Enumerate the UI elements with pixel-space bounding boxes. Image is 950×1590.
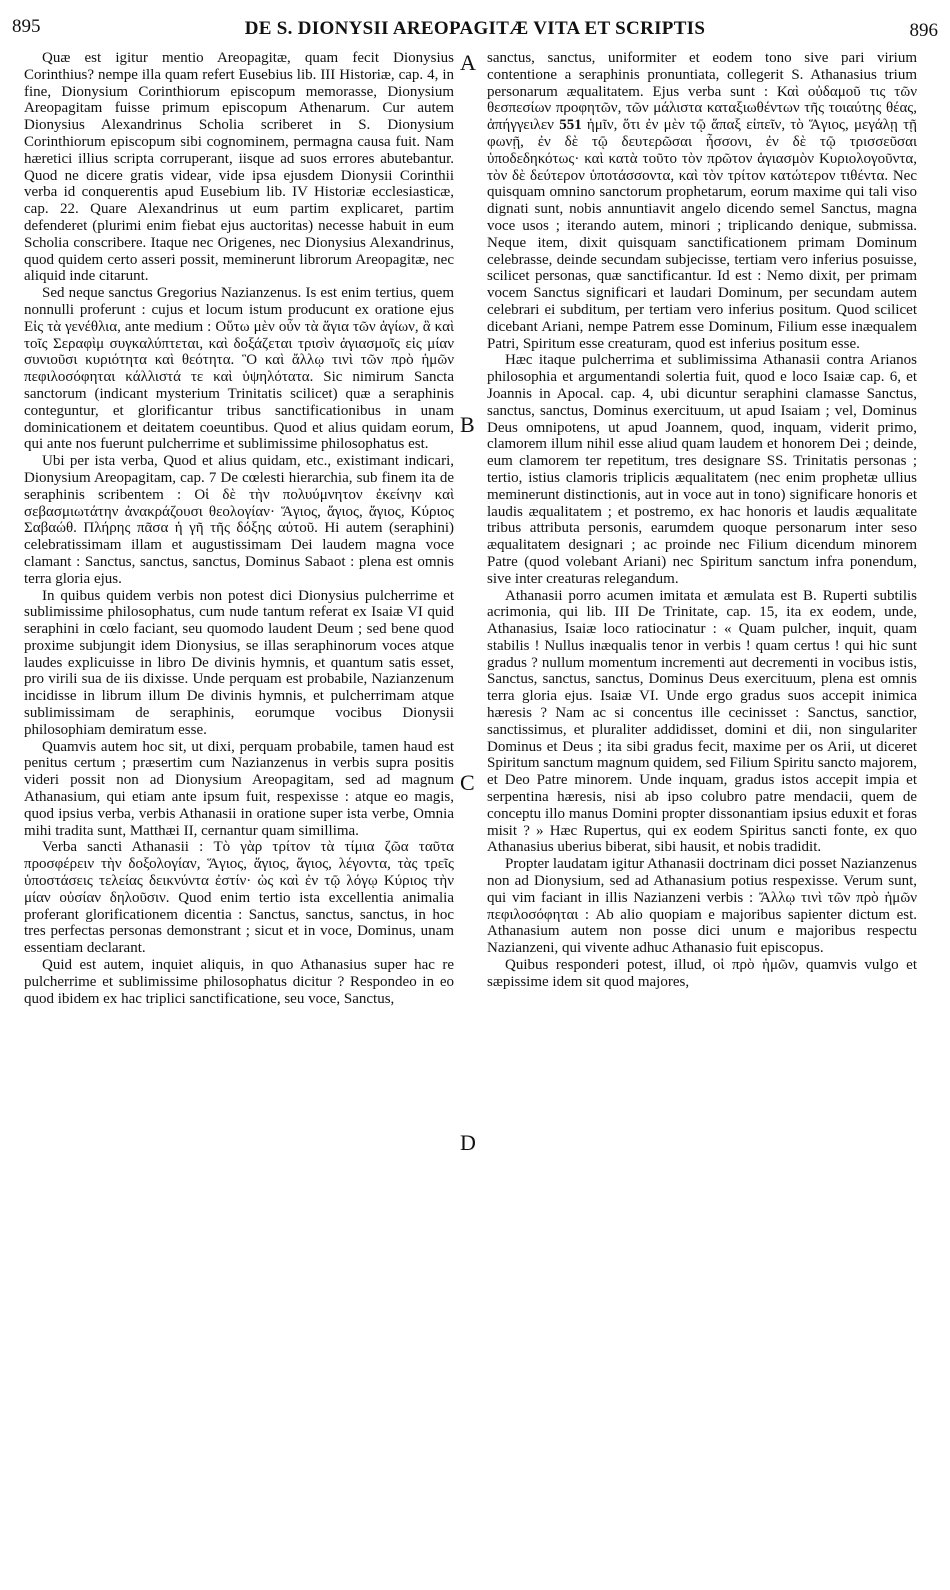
paragraph: Quid est autem, inquiet aliquis, in quo Athanasius super hac re pulcherrime et sublimissime philosophatus dicitur ? Respondeo in eo quod ibidem ex hac triplici sanctificatione, seu voce, Sanctus, <box>24 957 454 1007</box>
paragraph: Propter laudatam igitur Athanasii doctrinam dici posset Nazianzenus non ad Dionysium, sed ad Athanasium potius respexisse. Verum sunt, qui vim faciant in illis Nazianzeni verbis : Ἄλλῳ τινὶ τῶν πρὸ ἡμῶν πεφιλοσόφηται : Ab alio quopiam e majoribus sapienter dictum est. Athanasium autem non posse dici unum e majoribus respectu Nazianzeni, qui vivente adhuc Athanasio fuit episcopus. <box>487 856 917 957</box>
margin-marker-d: D <box>460 1130 476 1155</box>
paragraph: Hæc itaque pulcherrima et sublimissima Athanasii contra Arianos philosophia et argumentandi solertia fuit, quod e loco Isaiæ cap. 6, et Joannis in Apocal. cap. 4, ubi dicuntur seraphini clamasse Sanctus, sanctus, sanctus, Dominus exercituum, ut apud Isaiam ; vel, Dominus Deus omnipotens, ut apud Joannem, quod, inquam, viderit primo, clamorem illum nihil esse aliud quam laudem et honorem Dei ; deinde, eum clamorem ter repetitum, tres designare SS. Trinitatis personas ; tertio, istius clamoris triplicis æqualitatem (nec enim prophetæ ullius meminerunt distinctionis, aut in voce aut in tono) significare honoris et laudis æqualitatem ; et postremo, ex hac honoris et laudis æqualitate tribus attributa personis, earumdem quoque personarum inter seso æqualitatem designari ; ac proinde nec Filium dicendum minorem Patre (quod volebant Ariani) nec Spiritum sanctum infra ponendum, sive inter creaturas relegandum. <box>487 352 917 587</box>
running-title: DE S. DIONYSII AREOPAGITÆ VITA ET SCRIPTIS <box>244 18 706 39</box>
paragraph: Quibus responderi potest, illud, οἱ πρὸ ἡμῶν, quamvis vulgo et sæpissime idem sit quod majores, <box>487 957 917 990</box>
inline-column-number: 551 <box>559 117 582 134</box>
paragraph: sanctus, sanctus, uniformiter et eodem tono sive pari virium contentione a seraphinis pronuntiata, collegerit S. Athanasius trium personarum æqualitatem. Ejus verba sunt : Καὶ οὐδαμοῦ τις τῶν θεσπεσίων προφητῶν, τῶν μάλιστα καταξιωθέντων τῆς τοιαύτης θέας, ἀπήγγειλεν 551 ἡμῖν, ὅτι ἐν μὲν τῷ ἅπαξ εἰπεῖν, τὸ Ἅγιος, μεγάλῃ τῇ φωνῇ, ἐν δὲ τῷ δευτερῶσαι ἧσσονι, ἐν δὲ τῷ τρισσεῦσαι ὑποδεδηκότως· καὶ κατὰ τοῦτο τὸν πρῶτον ἁγιασμὸν Κυριολογοῦντα, τὸν δὲ δεύτερον ὑποτάσσοντα, καὶ τὸν τρίτον κατώτερον τιθέντα. Nec quisquam omnino sanctorum prophetarum, eorum maxime qui tali viso dignati sunt, nobis annuntiavit angelo dicendo semel Sanctus, magna voce usos ; iterando autem, minori ; triplicando denique, submissa. Neque item, dixit quisquam sanctificationem primam Dominum celebrasse, deinde secundam subjecisse, tertiam vero inferius posuisse, scilicet personas, quæ sanctificantur. Id est : Nemo dixit, per primam vocem Sanctus significari et laudari Dominum, per secundam autem celebrari ei subditum, per tertiam vero inferius positum. Quod scilicet dicebant Ariani, nempe Patrem esse Dominum, Filium esse inæqualem Patri, Spiritum esse creaturam, quod est inferius positum esse. <box>487 50 917 352</box>
page-number-left: 895 <box>12 16 41 37</box>
paragraph: Ubi per ista verba, Quod et alius quidam, etc., existimant indicari, Dionysium Areopagitam, cap. 7 De cœlesti hierarchia, sub finem ita de seraphinis scribentem : Οἱ δὲ τὴν πολυύμνητον ἐκείνην καὶ σεβασμιωτάτην ἀνακράζουσι θεολογίαν· Ἅγιος, ἅγιος, ἅγιος, Κύριος Σαβαώθ. Πλήρης πᾶσα ἡ γῆ τῆς δόξης αὐτοῦ. Hi autem (seraphini) celebratissimam illam et augustissimam Dei laudem magna voce clamant : Sanctus, sanctus, sanctus, Dominus Sabaot : plena est omnis terra gloria ejus. <box>24 453 454 587</box>
left-column <box>24 50 454 1007</box>
running-header <box>12 14 938 44</box>
page-number-right: 896 <box>909 20 938 41</box>
paragraph: Sed neque sanctus Gregorius Nazianzenus. Is est enim tertius, quem nonnulli proferunt : cujus et locum istum producunt ex oratione ejus Εἰς τὰ γενέθλια, ante medium : Οὕτω μὲν οὖν τὰ ἅγια τῶν ἁγίων, ἃ καὶ τοῖς Σεραφὶμ συγκαλύπτεται, καὶ δοξάζεται τρισὶν ἁγιασμοῖς εἰς μίαν συνιοῦσι κυριότητα καὶ θεότητα. Ὃ καὶ ἄλλῳ τινὶ τῶν πρὸ ἡμῶν πεφιλοσόφηται κάλλιστά τε καὶ ὑψηλότατα. Sic nimirum Sancta sanctorum (indicant mysterium Trinitatis scilicet) quæ a seraphinis conteguntur, et glorificantur tribus sanctificationibus in unam dominicationem et deitatem coeuntibus. Quod et alius quidam eorum, qui ante nos fuerunt pulcherrime et sublimissime philosophatus est. <box>24 285 454 453</box>
paragraph: Quamvis autem hoc sit, ut dixi, perquam probabile, tamen haud est penitus certum ; præsertim cum Nazianzenus in verbis supra positis videri possit non ad Dionysium Areopagitam, sed ad magnum Athanasium, qui etiam ante ipsum fuit, respexisse : atque eo magis, quod ipsius verba, verbis Athanasii in oratione super ista verbe, Omnia mihi tradita sunt, Matthæi II, cernantur quam simillima. <box>24 738 454 839</box>
margin-marker-c: C <box>460 770 475 795</box>
margin-marker-b: B <box>460 412 475 437</box>
margin-marker-a: A <box>460 50 476 75</box>
paragraph: Athanasii porro acumen imitata et æmulata est B. Ruperti subtilis acrimonia, qui lib. III De Trinitate, cap. 15, ita ex eodem, unde, Athanasius, Isaiæ loco ratiocinatur : « Quam pulcher, inquit, quam stabilis ! Nullus inæqualis tenor in verbis ! quam certus ! qui hic sunt gradus ? nullum momentum incrementi aut decrementi in vocibus istis, Sanctus, sanctus, sanctus, Dominus Deus exercituum, plena est omnis terra gloria ejus. Isaiæ VI. Unde ergo gradus suos accepit inimica hæresis ? Nam ac si concentus ille cecinisset : Sanctus, sanctior, sanctissimus, et pluraliter addidisset, domini et dii, non singulariter Dominus et Deus ; ita sibi gradus fecit, maxime per os Arii, ut diceret Spiritum sanctum magnum quidem, sed Filium Spiritu sancto majorem, et Deo Patre minorem. Unde inquam, gradus istos accepit impia et serpentina hæresis, nisi ab ipso colubro patre mendacii, quem de conceptu illo manus Domini propter dissonantiam ipsius eduxit et foras misit ? » Hæc Rupertus, qui ex eodem Spiritus sancti fonte, ex quo Athanasius uberius biberat, sibi hausit, et nobis tradidit. <box>487 587 917 856</box>
paragraph: Verba sancti Athanasii : Τὸ γὰρ τρίτον τὰ τίμια ζῶα ταῦτα προσφέρειν τὴν δοξολογίαν, Ἅγιος, ἅγιος, ἅγιος, λέγοντα, τὰς τρεῖς ὑποστάσεις τελείας δεικνύντα ἐστίν· ὡς καὶ ἐν τῷ λόγῳ Κύριος τὴν μίαν οὐσίαν δηλοῦσιν. Quod enim tertio ista excellentia animalia proferant glorificationem dicentia : Sanctus, sanctus, sanctus, in hoc tres perfectas personas demonstrant ; sicut et in voce, Dominus, unam essentiam declarant. <box>24 839 454 957</box>
right-column <box>487 50 917 991</box>
paragraph: Quæ est igitur mentio Areopagitæ, quam fecit Dionysius Corinthius? nempe illa quam refert Eusebius lib. III Historiæ, cap. 4, in fine, Dionysium Corinthiorum episcopum memorasse, Dionysium Areopagitam fuisse primum episcopum Athenarum. Cur autem Dionysius Alexandrinus Scholia scriberet in S. Dionysium Corinthiorum episcopum sibi cognominem, permagna causa fuit. Nam hæretici illius scripta corruperant, iisque ad suos errores abutebantur. Quod ne dicere gratis videar, vide ipsa ejusdem Dionysii Corinthii verba id conquerentis apud Eusebium lib. IV Historiæ ecclesiasticæ, cap. 22. Quare Alexandrinus ut eum partim explicaret, partim defenderet (plurimi enim fiebat ejus auctoritas) necesse habuit in eum Scholia conscribere. Itaque nec Origenes, nec Dionysius Alexandrinus, quod quidem certo asseri possit, meminerunt librorum Areopagitæ, nec aliquid inde citarunt. <box>24 50 454 285</box>
paragraph: In quibus quidem verbis non potest dici Dionysius pulcherrime et sublimissime philosophatus, cum nude tantum referat ex Isaiæ VI quid seraphini in cœlo faciant, seu quomodo laudent Deum ; sed bene quod proxime subjungit idem Dionysius, se illas seraphinorum voces atque laudes explicuisse in libro De divinis hymnis, et quantum satis esset, pro virili sua de iis dixisse. Unde perquam est probabile, Nazianzenum incidisse in librum illum De divinis hymnis, et pulcherrimam atque sublimissimam de seraphinis, eorumque vocibus Dionysii philosophiam demiratum esse. <box>24 587 454 738</box>
